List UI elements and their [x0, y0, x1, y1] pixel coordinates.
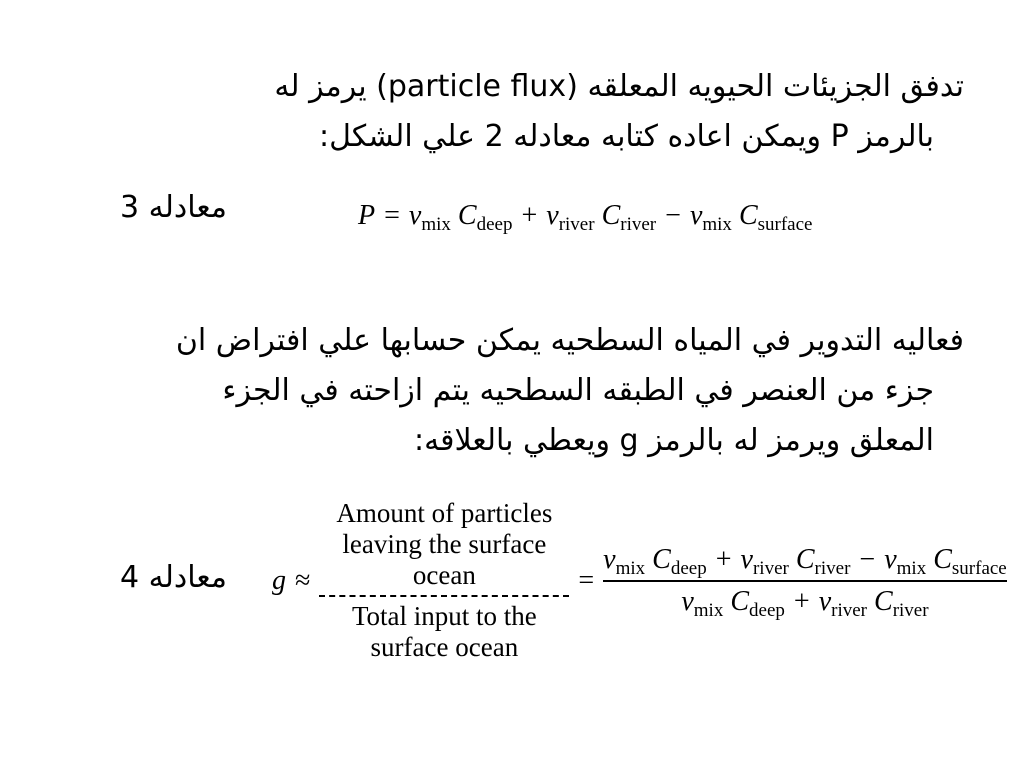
eq4-sub: mix — [693, 599, 724, 621]
eq3-sub: river — [620, 214, 657, 235]
eq4-c: C — [652, 543, 671, 575]
eq4-sub: river — [892, 599, 929, 621]
paragraph-line: تدفق الجزيئات الحيويه المعلقه (particle flux) يرمز له — [274, 69, 964, 104]
eq4-minus: − — [859, 543, 876, 575]
eq4-sub: mix — [896, 557, 927, 579]
eq3-lhs: P — [358, 200, 376, 231]
eq4-numerator — [603, 543, 1007, 579]
eq3-sub: river — [558, 214, 595, 235]
eq3-plus: + — [521, 200, 538, 231]
eq3-v: v — [689, 200, 703, 231]
equation-4 — [272, 498, 1007, 663]
word-line: Amount of particles — [336, 498, 553, 528]
paragraph-particle-flux — [274, 62, 964, 162]
eq4-v: v — [818, 585, 832, 617]
eq3-v: v — [408, 200, 422, 231]
word-line: ocean — [412, 560, 476, 590]
eq3-c: C — [738, 200, 758, 231]
word-line: leaving the surface — [342, 529, 547, 559]
eq3-v: v — [546, 200, 559, 231]
fraction-bar — [603, 580, 1007, 582]
eq3-c: C — [601, 200, 621, 231]
eq4-denominator-words — [319, 601, 569, 663]
eq4-sub: river — [752, 557, 789, 579]
eq3-c: C — [457, 200, 477, 231]
eq4-c: C — [795, 543, 815, 575]
word-line: surface ocean — [370, 632, 519, 662]
equation-3-label: معادله 3 — [120, 190, 227, 225]
eq4-c: C — [874, 585, 893, 617]
paragraph-line: المعلق ويرمز له بالرمز g ويعطي بالعلاقه: — [413, 423, 934, 458]
eq3-sub: surface — [757, 214, 813, 235]
equation-4-label: معادله 4 — [120, 560, 227, 595]
eq4-sub: surface — [951, 557, 1007, 579]
eq4-sub: mix — [615, 557, 646, 579]
eq4-lhs: g — [272, 564, 286, 596]
eq4-plus: + — [715, 543, 732, 575]
eq4-sub: river — [831, 599, 868, 621]
eq4-c: C — [730, 585, 750, 617]
eq4-word-fraction — [319, 498, 569, 663]
eq4-sub: river — [814, 557, 851, 579]
eq4-sub: deep — [749, 599, 785, 621]
eq4-v: v — [603, 543, 616, 575]
equation-3 — [358, 200, 813, 235]
eq4-equals: = — [578, 564, 595, 596]
eq4-v: v — [740, 543, 753, 575]
eq4-numerator-words — [319, 498, 569, 591]
paragraph-line: فعاليه التدوير في المياه السطحيه يمكن حسابها علي افتراض ان — [175, 323, 964, 358]
eq3-equals: = — [384, 200, 400, 231]
eq4-v: v — [884, 543, 897, 575]
paragraph-line: جزء من العنصر في الطبقه السطحيه يتم ازاحته في الجزء — [222, 373, 934, 408]
eq4-sub: deep — [670, 557, 707, 579]
eq4-plus: + — [793, 585, 810, 617]
paragraph-line: بالرمز P ويمكن اعاده كتابه معادله 2 علي الشكل: — [319, 119, 934, 154]
eq4-v: v — [681, 585, 694, 617]
eq4-approx: ≈ — [295, 564, 311, 596]
paragraph-recycling-efficiency — [176, 316, 964, 466]
eq3-sub: deep — [476, 214, 513, 235]
eq4-denominator — [603, 585, 1007, 621]
eq3-sub: mix — [421, 214, 451, 235]
eq4-c: C — [933, 543, 952, 575]
word-line: Total input to the — [351, 601, 537, 631]
eq4-symbol-fraction — [603, 543, 1007, 621]
fraction-bar — [319, 595, 569, 597]
eq3-minus: − — [665, 200, 681, 231]
eq3-sub: mix — [702, 214, 732, 235]
